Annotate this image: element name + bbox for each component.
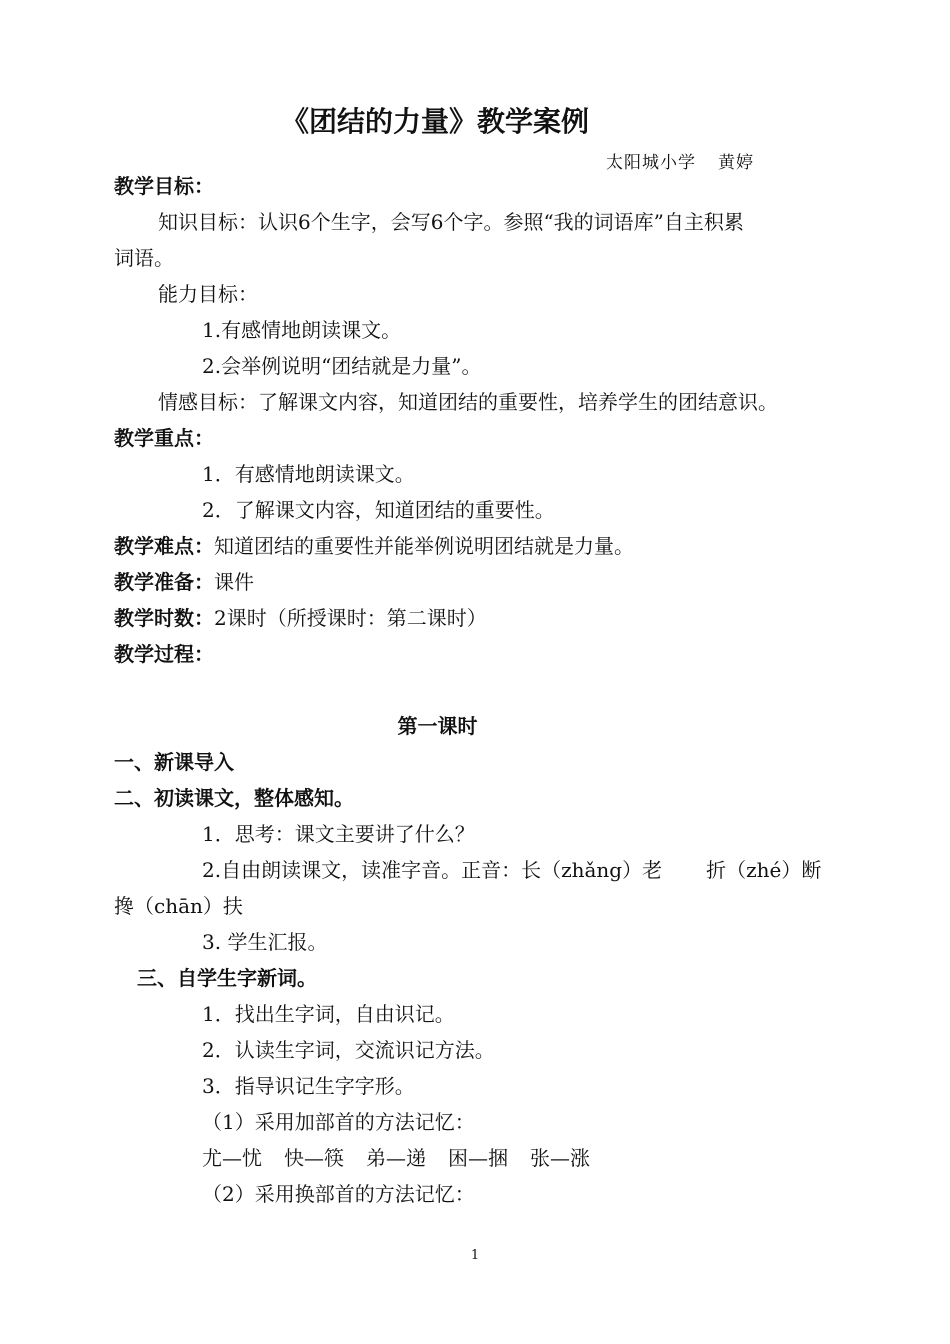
page-number: 1 <box>470 1248 480 1263</box>
method-1-label: （1）采用加部首的方法记忆： <box>202 1110 475 1134</box>
preparation-text: 课件 <box>214 570 254 594</box>
preparation-label: 教学准备： <box>114 570 214 594</box>
key-point-1: 1．有感情地朗读课文。 <box>202 462 415 486</box>
key-points-heading: 教学重点： <box>114 426 214 450</box>
word-pair: 弟—递 <box>366 1146 426 1170</box>
ability-objective-label: 能力目标： <box>158 282 258 306</box>
author-school: 太阳城小学 <box>606 153 696 173</box>
word-pair: 快—筷 <box>284 1146 344 1170</box>
process-heading: 教学过程： <box>114 642 214 666</box>
emotion-objective: 情感目标：了解课文内容，知道团结的重要性，培养学生的团结意识。 <box>158 390 778 414</box>
hours-row <box>114 604 844 632</box>
preparation-row <box>114 568 844 596</box>
ability-item-2: 2.会举例说明“团结就是力量”。 <box>202 354 482 378</box>
pronunciation-part-2: 折（zhé）断 <box>706 858 822 882</box>
author-line <box>606 148 754 173</box>
pronunciation-part-3: 搀（chān）扶 <box>114 894 243 918</box>
difficulty-row <box>114 532 844 560</box>
knowledge-objective-line2: 词语。 <box>114 246 174 270</box>
section-3-heading: 三、自学生字新词。 <box>137 966 317 990</box>
hours-label: 教学时数： <box>114 606 214 630</box>
method-1-words <box>202 1144 932 1172</box>
ability-item-1: 1.有感情地朗读课文。 <box>202 318 402 342</box>
section-3-item-1: 1．找出生字词，自由识记。 <box>202 1002 455 1026</box>
difficulty-label: 教学难点： <box>114 534 214 558</box>
objectives-heading: 教学目标： <box>114 174 214 198</box>
hours-text: 2课时（所授课时：第二课时） <box>214 606 487 630</box>
word-pair: 张—涨 <box>530 1146 590 1170</box>
section-3-item-3: 3．指导识记生字字形。 <box>202 1074 415 1098</box>
word-pair: 困—捆 <box>448 1146 508 1170</box>
key-point-2: 2．了解课文内容，知道团结的重要性。 <box>202 498 555 522</box>
document-title: 《团结的力量》教学案例 <box>280 105 589 138</box>
author-name: 黄婷 <box>718 153 754 173</box>
method-2-label: （2）采用换部首的方法记忆： <box>202 1182 475 1206</box>
section-2-heading: 二、初读课文，整体感知。 <box>114 786 354 810</box>
section-2-item-2 <box>202 856 932 884</box>
section-2-item-1: 1．思考：课文主要讲了什么？ <box>202 822 475 846</box>
section-3-item-2: 2．认读生字词，交流识记方法。 <box>202 1038 495 1062</box>
pronunciation-part-1: 2.自由朗读课文，读准字音。正音：长（zhǎng）老 <box>202 858 663 882</box>
section-1-heading: 一、新课导入 <box>114 750 234 774</box>
difficulty-text: 知道团结的重要性并能举例说明团结就是力量。 <box>214 534 634 558</box>
word-pair: 尤—忧 <box>202 1146 262 1170</box>
lesson1-title: 第一课时 <box>397 714 478 738</box>
knowledge-objective-line1: 知识目标：认识6个生字，会写6个字。参照“我的词语库”自主积累 <box>158 210 744 234</box>
section-2-item-3: 3. 学生汇报。 <box>202 930 328 954</box>
